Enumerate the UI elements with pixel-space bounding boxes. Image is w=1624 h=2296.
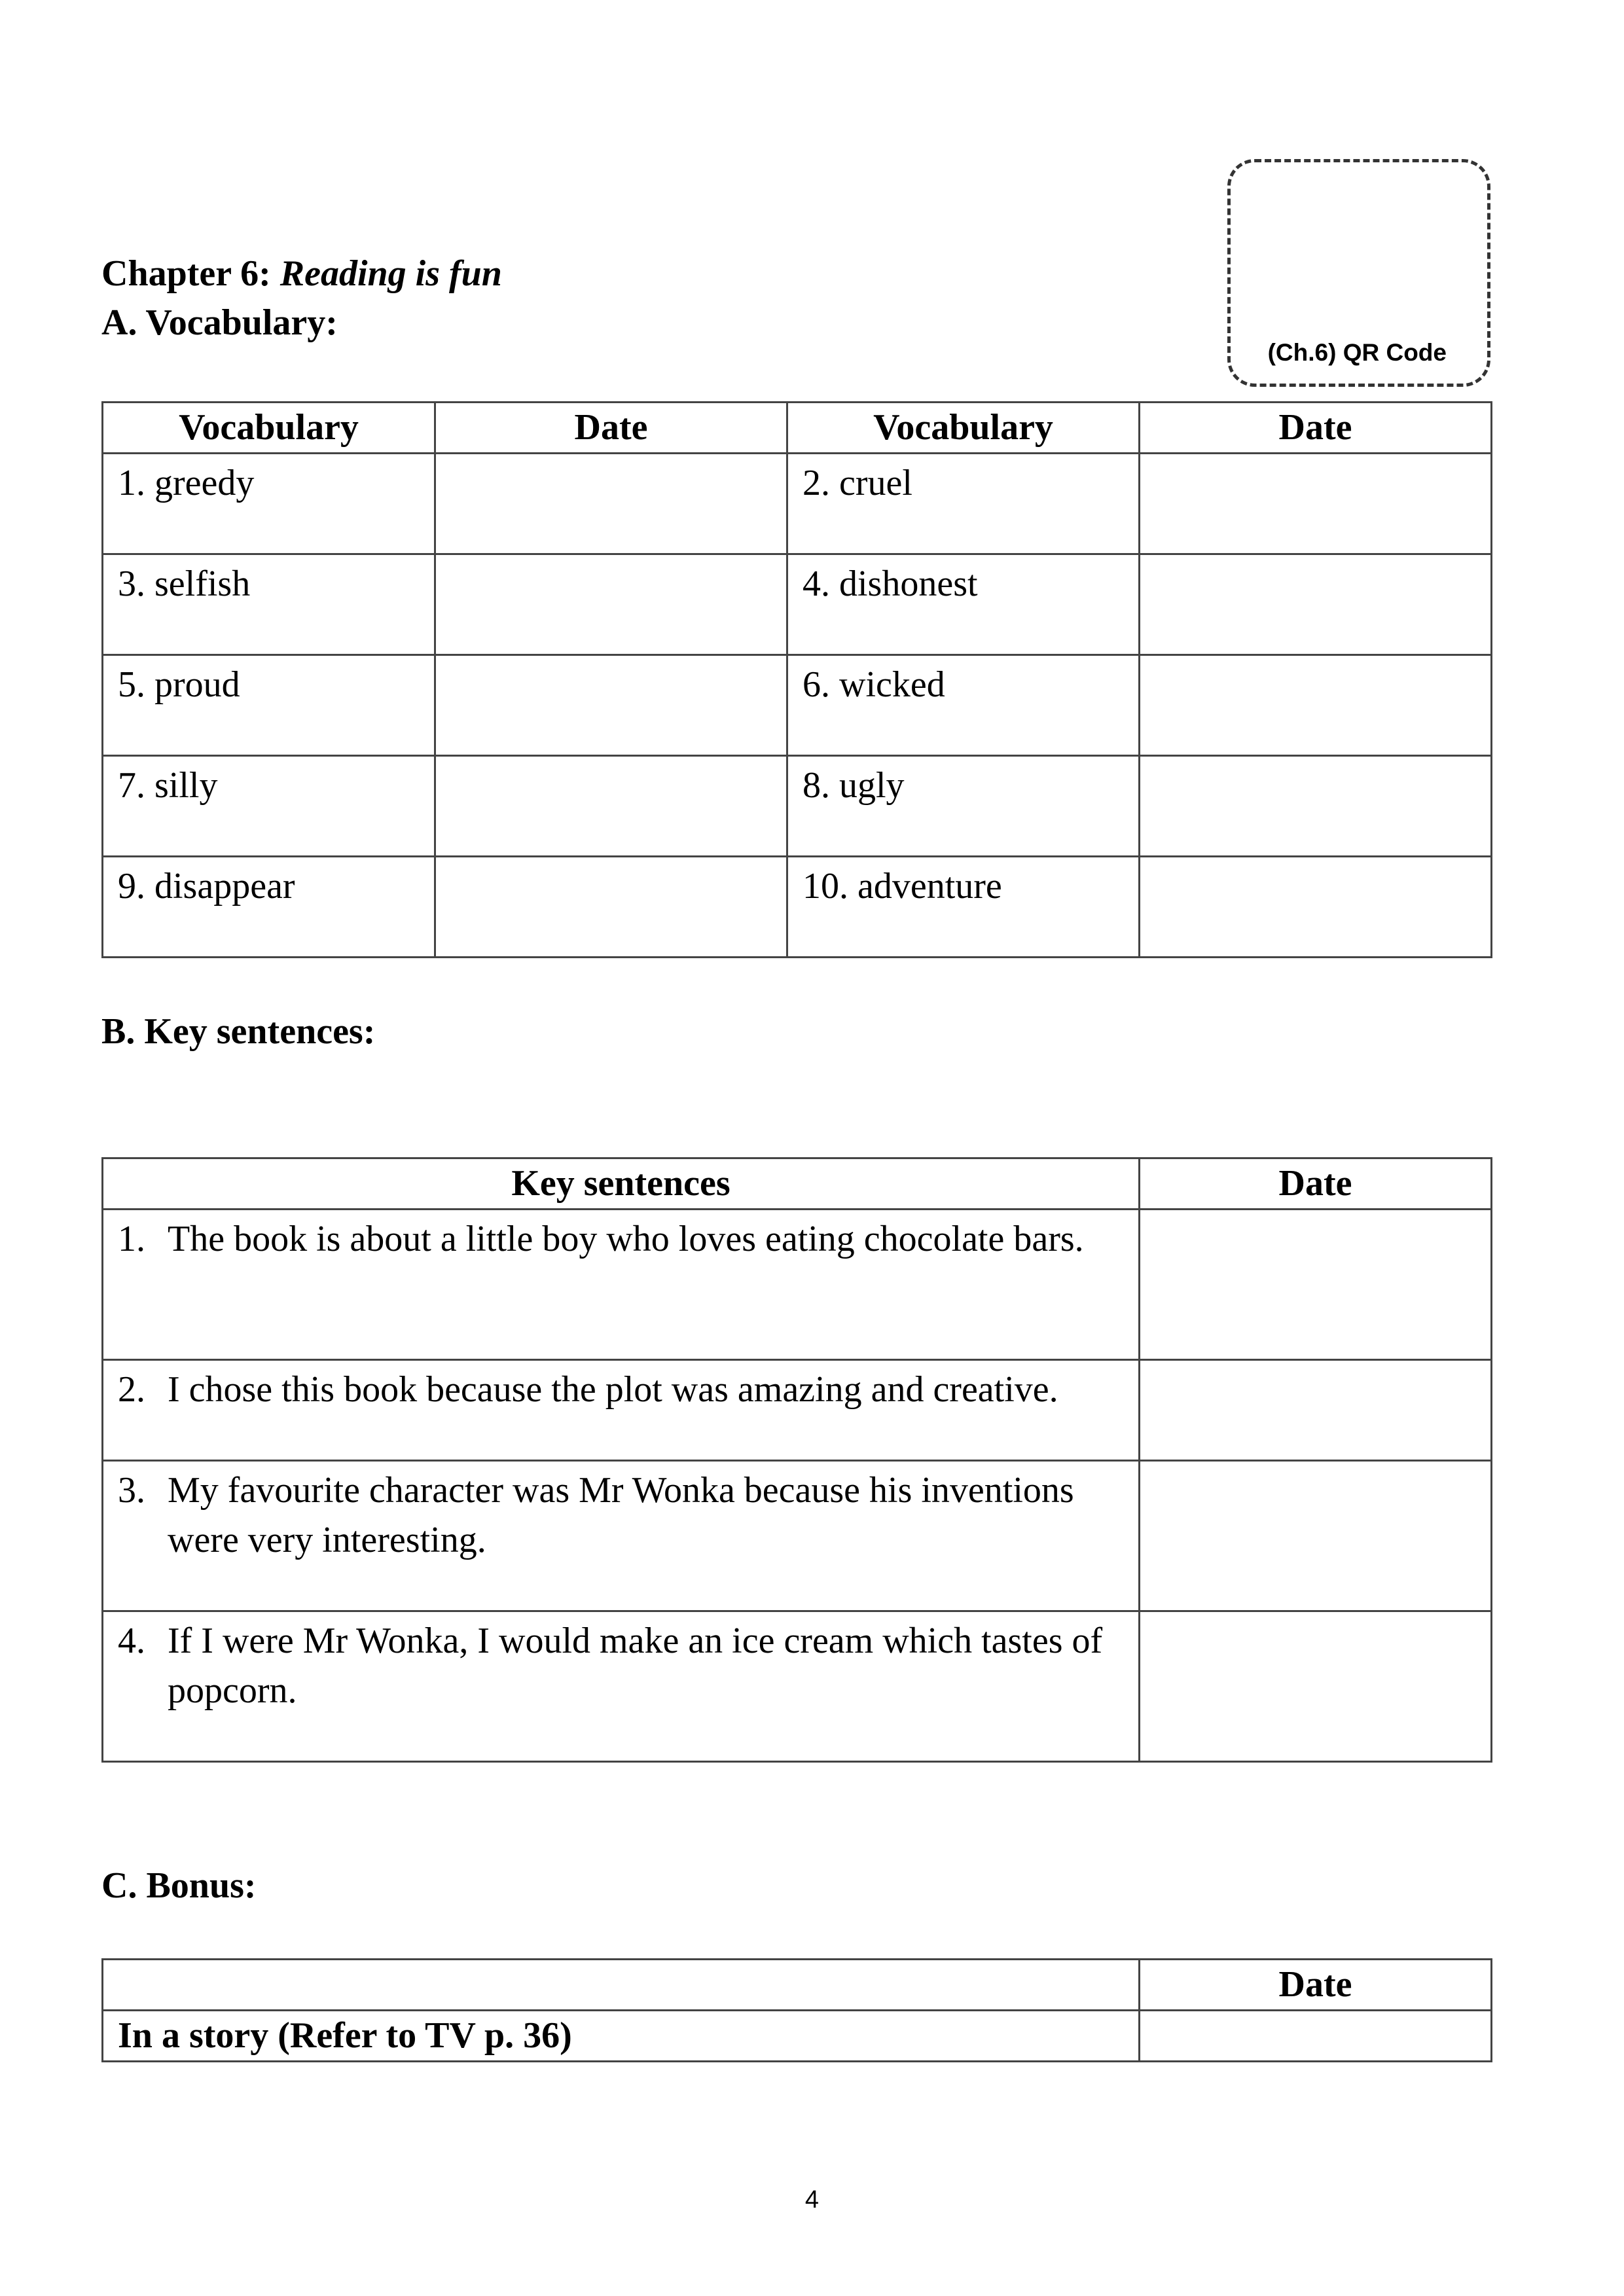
- vocab-word: 4. dishonest: [787, 554, 1140, 655]
- table-row: [103, 454, 1492, 554]
- header-vocabulary-1: Vocabulary: [103, 403, 435, 454]
- vocab-word: 5. proud: [103, 655, 435, 756]
- chapter-title: [101, 252, 502, 296]
- table-row: [103, 1461, 1492, 1611]
- sentence-number: 1.: [118, 1219, 145, 1259]
- key-sentences-header-row: [103, 1158, 1492, 1210]
- bonus-header-row: [103, 1960, 1492, 2011]
- header-date: Date: [1140, 1960, 1492, 2011]
- date-cell[interactable]: [1140, 554, 1492, 655]
- vocab-word: 2. cruel: [787, 454, 1140, 554]
- bonus-table: [101, 1958, 1492, 2062]
- header-vocabulary-2: Vocabulary: [787, 403, 1140, 454]
- header-blank: [103, 1960, 1140, 2011]
- vocab-word: 10. adventure: [787, 857, 1140, 958]
- date-cell[interactable]: [1140, 454, 1492, 554]
- table-row: [103, 857, 1492, 958]
- qr-code-label: (Ch.6) QR Code: [1267, 339, 1447, 366]
- date-cell[interactable]: [435, 857, 787, 958]
- sentence-number: 4.: [118, 1621, 145, 1661]
- header-date-1: Date: [435, 403, 787, 454]
- sentence-number: 3.: [118, 1470, 145, 1511]
- vocab-word: 8. ugly: [787, 756, 1140, 857]
- date-cell[interactable]: [1140, 1360, 1492, 1461]
- sentence-text: If I were Mr Wonka, I would make an ice cream which tastes of popcorn.: [168, 1621, 1103, 1711]
- vocabulary-header-row: [103, 403, 1492, 454]
- key-sentence: [103, 1360, 1140, 1461]
- table-row: [103, 756, 1492, 857]
- section-a-heading: A. Vocabulary:: [101, 302, 338, 343]
- key-sentence: [103, 1461, 1140, 1611]
- header-key-sentences: Key sentences: [103, 1158, 1140, 1210]
- table-row: [103, 655, 1492, 756]
- sentence-number: 2.: [118, 1369, 145, 1410]
- vocab-word: 9. disappear: [103, 857, 435, 958]
- section-c-heading: C. Bonus:: [101, 1865, 257, 1906]
- vocab-word: 7. silly: [103, 756, 435, 857]
- date-cell[interactable]: [1140, 1611, 1492, 1762]
- chapter-name: Reading is fun: [280, 253, 502, 294]
- table-row: [103, 1360, 1492, 1461]
- date-cell[interactable]: [435, 655, 787, 756]
- date-cell[interactable]: [1140, 2011, 1492, 2062]
- header-date-2: Date: [1140, 403, 1492, 454]
- date-cell[interactable]: [1140, 1461, 1492, 1611]
- sentence-text: I chose this book because the plot was amazing and creative.: [168, 1369, 1058, 1410]
- vocab-word: 6. wicked: [787, 655, 1140, 756]
- table-row: [103, 1210, 1492, 1360]
- chapter-label: Chapter 6:: [101, 253, 271, 294]
- section-b-heading: B. Key sentences:: [101, 1011, 376, 1052]
- date-cell[interactable]: [435, 454, 787, 554]
- page-number: 4: [804, 2186, 820, 2214]
- date-cell[interactable]: [1140, 756, 1492, 857]
- date-cell[interactable]: [1140, 655, 1492, 756]
- date-cell[interactable]: [1140, 857, 1492, 958]
- bonus-task: In a story (Refer to TV p. 36): [103, 2011, 1140, 2062]
- qr-code-placeholder: [1227, 159, 1490, 387]
- key-sentence: [103, 1210, 1140, 1360]
- vocabulary-table: [101, 401, 1492, 958]
- header-date: Date: [1140, 1158, 1492, 1210]
- table-row: [103, 554, 1492, 655]
- date-cell[interactable]: [435, 756, 787, 857]
- date-cell[interactable]: [435, 554, 787, 655]
- table-row: [103, 2011, 1492, 2062]
- date-cell[interactable]: [1140, 1210, 1492, 1360]
- vocab-word: 1. greedy: [103, 454, 435, 554]
- key-sentence: [103, 1611, 1140, 1762]
- table-row: [103, 1611, 1492, 1762]
- sentence-text: My favourite character was Mr Wonka because his inventions were very interesting.: [168, 1470, 1074, 1560]
- key-sentences-table: [101, 1157, 1492, 1763]
- sentence-text: The book is about a little boy who loves eating chocolate bars.: [168, 1219, 1084, 1259]
- vocab-word: 3. selfish: [103, 554, 435, 655]
